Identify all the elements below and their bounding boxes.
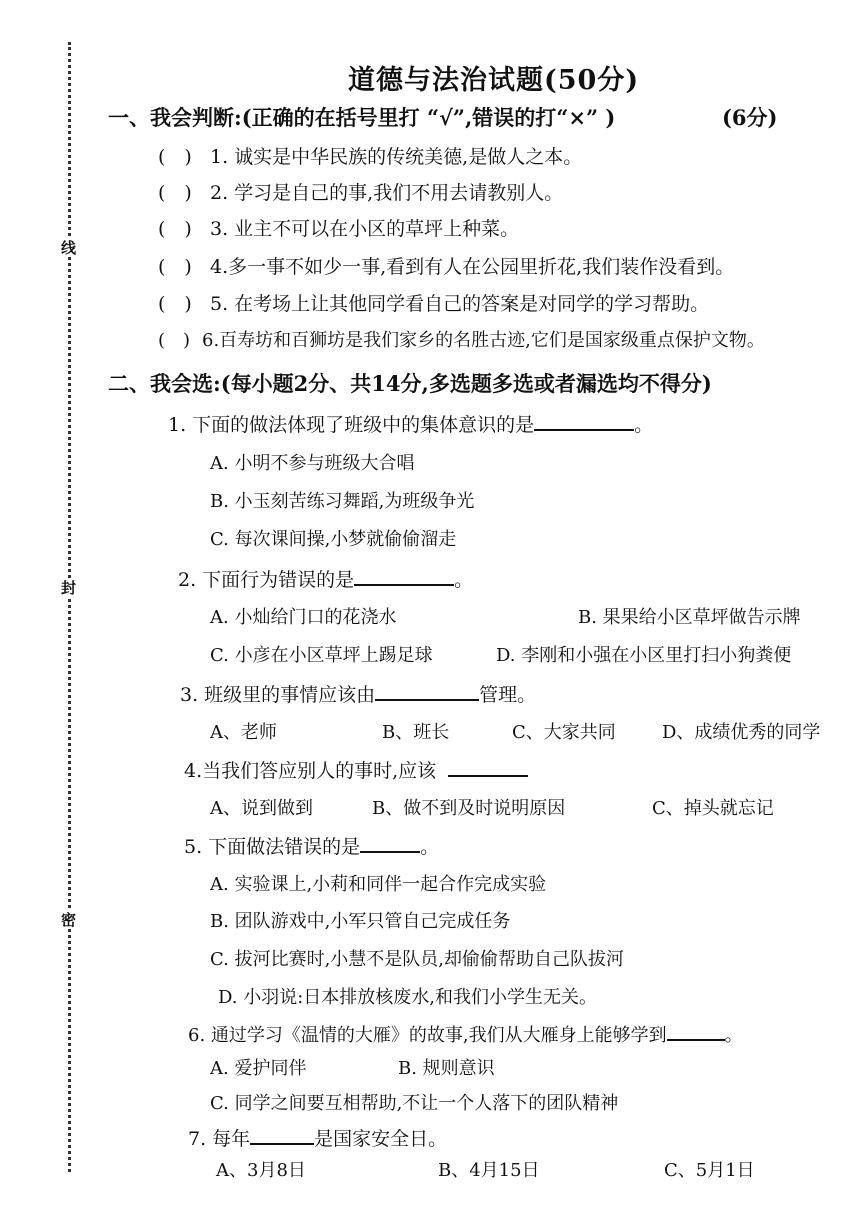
page-title: 道德与法治试题(50分) (348, 65, 640, 96)
question-stem (184, 832, 439, 859)
option-c[interactable]: C、大家共同 (512, 722, 616, 743)
stem-end: 。 (454, 569, 474, 591)
stem-text: 6. 通过学习《温情的大雁》的故事,我们从大雁身上能够学到 (188, 1025, 667, 1046)
section1-points: (6分) (722, 105, 778, 130)
answer-paren[interactable]: ( ) (158, 293, 192, 315)
option-a[interactable]: A. 爱护同伴 (210, 1058, 307, 1079)
answer-blank[interactable] (250, 1125, 314, 1145)
judgement-text: 4.多一事不如少一事,看到有人在公园里折花,我们装作没看到。 (210, 256, 735, 278)
section2-heading: 二、我会选:(每小题2分、共14分,多选题多选或者漏选均不得分) (108, 371, 712, 396)
margin-label-feng: 封 (59, 580, 77, 595)
option-b[interactable]: B、4月15日 (438, 1160, 540, 1181)
stem-text: 3. 班级里的事情应该由 (180, 684, 376, 706)
answer-paren[interactable]: ( ) (158, 256, 192, 278)
stem-text: 4.当我们答应别人的事时,应该 (184, 760, 437, 782)
stem-end: 。 (724, 1025, 743, 1046)
question-stem (184, 756, 528, 783)
question-stem (180, 680, 536, 707)
option-c[interactable]: C. 小彦在小区草坪上踢足球 (210, 645, 433, 666)
stem-text: 7. 每年 (188, 1128, 251, 1150)
option-c[interactable]: C. 每次课间操,小梦就偷偷溜走 (210, 529, 457, 550)
answer-blank[interactable] (534, 411, 634, 431)
option-a[interactable]: A、老师 (210, 722, 277, 743)
option-b[interactable]: B. 团队游戏中,小军只管自己完成任务 (210, 911, 511, 932)
answer-paren[interactable]: ( ) (158, 182, 192, 204)
option-a[interactable]: A、3月8日 (216, 1160, 306, 1181)
option-a[interactable]: A. 实验课上,小莉和同伴一起合作完成实验 (210, 874, 547, 895)
section1-heading: 一、我会判断:(正确的在括号里打 “√”,错误的打“×” ) (108, 105, 616, 130)
option-a[interactable]: A、说到做到 (210, 798, 313, 819)
margin-label-mi: 密 (59, 912, 77, 927)
answer-paren[interactable]: ( ) (158, 146, 192, 168)
margin-label-xian: 线 (59, 240, 77, 255)
stem-text: 2. 下面行为错误的是 (178, 569, 355, 591)
judgement-text: 2. 学习是自己的事,我们不用去请教别人。 (210, 182, 564, 204)
option-c[interactable]: C. 同学之间要互相帮助,不让一个人落下的团队精神 (210, 1093, 619, 1114)
judgement-text: 5. 在考场上让其他同学看自己的答案是对同学的学习帮助。 (210, 293, 710, 315)
judgement-text: 3. 业主不可以在小区的草坪上种菜。 (210, 218, 520, 240)
option-b[interactable]: B. 果果给小区草坪做告示牌 (578, 607, 801, 628)
question-stem (188, 1124, 447, 1151)
option-b[interactable]: B. 小玉刻苦练习舞蹈,为班级争光 (210, 491, 475, 512)
option-d[interactable]: D、成绩优秀的同学 (662, 722, 821, 743)
stem-end: 。 (420, 836, 440, 858)
option-c[interactable]: C、5月1日 (664, 1160, 755, 1181)
answer-paren[interactable]: ( ) (158, 330, 191, 351)
stem-end: 是国家安全日。 (314, 1128, 448, 1150)
stem-end: 。 (634, 414, 654, 436)
option-d[interactable]: D. 李刚和小强在小区里打扫小狗粪便 (496, 645, 792, 666)
option-b[interactable]: B. 规则意识 (398, 1058, 495, 1079)
judgement-item (158, 214, 519, 241)
judgement-item (158, 142, 582, 169)
judgement-item (158, 178, 563, 205)
answer-blank[interactable] (360, 833, 420, 853)
question-stem (188, 1021, 743, 1047)
answer-blank[interactable] (448, 757, 528, 777)
judgement-text: 6.百寿坊和百狮坊是我们家乡的名胜古迹,它们是国家级重点保护文物。 (202, 330, 765, 351)
option-b[interactable]: B、班长 (382, 722, 450, 743)
answer-paren[interactable]: ( ) (158, 218, 192, 240)
option-c[interactable]: C. 拔河比赛时,小慧不是队员,却偷偷帮助自己队拔河 (210, 949, 625, 970)
judgement-item (158, 289, 709, 316)
answer-blank[interactable] (667, 1021, 725, 1041)
stem-text: 5. 下面做法错误的是 (184, 836, 361, 858)
judgement-text: 1. 诚实是中华民族的传统美德,是做人之本。 (210, 146, 583, 168)
answer-blank[interactable] (354, 566, 454, 586)
question-stem (168, 410, 653, 437)
answer-blank[interactable] (375, 681, 479, 701)
option-a[interactable]: A. 小灿给门口的花浇水 (210, 607, 397, 628)
option-b[interactable]: B、做不到及时说明原因 (372, 798, 566, 819)
stem-text: 1. 下面的做法体现了班级中的集体意识的是 (168, 414, 535, 436)
question-stem (178, 565, 473, 592)
judgement-item (158, 326, 765, 352)
stem-end: 管理。 (479, 684, 537, 706)
option-d[interactable]: D. 小羽说:日本排放核废水,和我们小学生无关。 (218, 987, 598, 1008)
binding-dotted-line (68, 42, 71, 1172)
option-a[interactable]: A. 小明不参与班级大合唱 (210, 453, 415, 474)
option-c[interactable]: C、掉头就忘记 (652, 798, 774, 819)
judgement-item (158, 252, 734, 279)
